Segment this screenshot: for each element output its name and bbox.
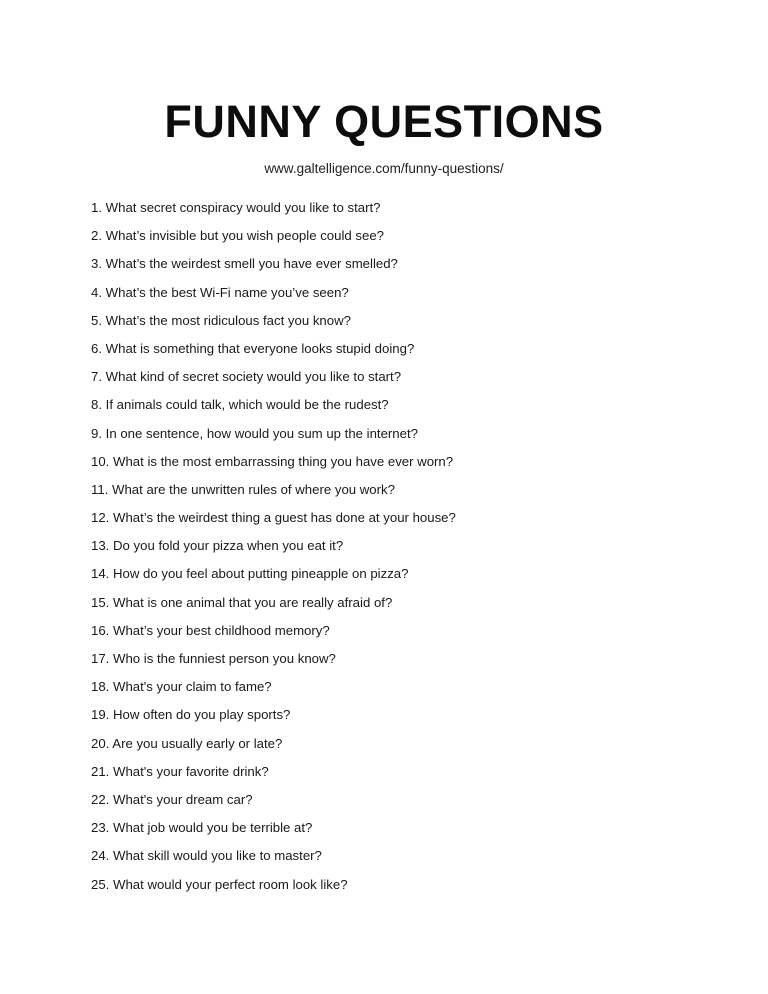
question-item: 7. What kind of secret society would you like to start? [91, 369, 402, 385]
question-item: 10. What is the most embarrassing thing you have ever worn? [91, 453, 454, 469]
question-item: 16. What’s your best childhood memory? [91, 622, 330, 638]
question-item: 23. What job would you be terrible at? [91, 820, 313, 836]
question-item: 13. Do you fold your pizza when you eat it? [91, 538, 344, 554]
question-item: 21. What's your favorite drink? [91, 763, 269, 779]
question-item: 1. What secret conspiracy would you like to start? [91, 200, 381, 215]
page-title: FUNNY QUESTIONS [164, 96, 604, 147]
question-item: 20. Are you usually early or late? [91, 735, 283, 751]
question-item: 12. What’s the weirdest thing a guest has done at your house? [91, 510, 456, 526]
question-item: 9. In one sentence, how would you sum up the internet? [91, 425, 418, 441]
question-item: 24. What skill would you like to master? [91, 848, 322, 864]
question-item: 6. What is something that everyone looks stupid doing? [91, 340, 415, 356]
question-item: 4. What’s the best Wi-Fi name you’ve seen? [91, 284, 349, 300]
question-item: 3. What’s the weirdest smell you have ever smelled? [91, 256, 398, 272]
question-item: 15. What is one animal that you are really afraid of? [91, 594, 393, 610]
question-item: 2. What’s invisible but you wish people could see? [91, 228, 384, 244]
question-item: 22. What's your dream car? [91, 791, 253, 807]
question-list [91, 199, 711, 904]
question-item: 8. If animals could talk, which would be the rudest? [91, 397, 389, 413]
question-item: 17. Who is the funniest person you know? [91, 651, 336, 666]
question-item: 11. What are the unwritten rules of where you work? [91, 481, 395, 497]
source-url: www.galtelligence.com/funny-questions/ [264, 161, 504, 176]
question-item: 14. How do you feel about putting pineapple on pizza? [91, 566, 409, 582]
question-item: 18. What's your claim to fame? [91, 679, 272, 695]
question-item: 5. What’s the most ridiculous fact you know? [91, 312, 351, 328]
question-item: 19. How often do you play sports? [91, 707, 291, 723]
question-item: 25. What would your perfect room look like? [91, 876, 348, 892]
